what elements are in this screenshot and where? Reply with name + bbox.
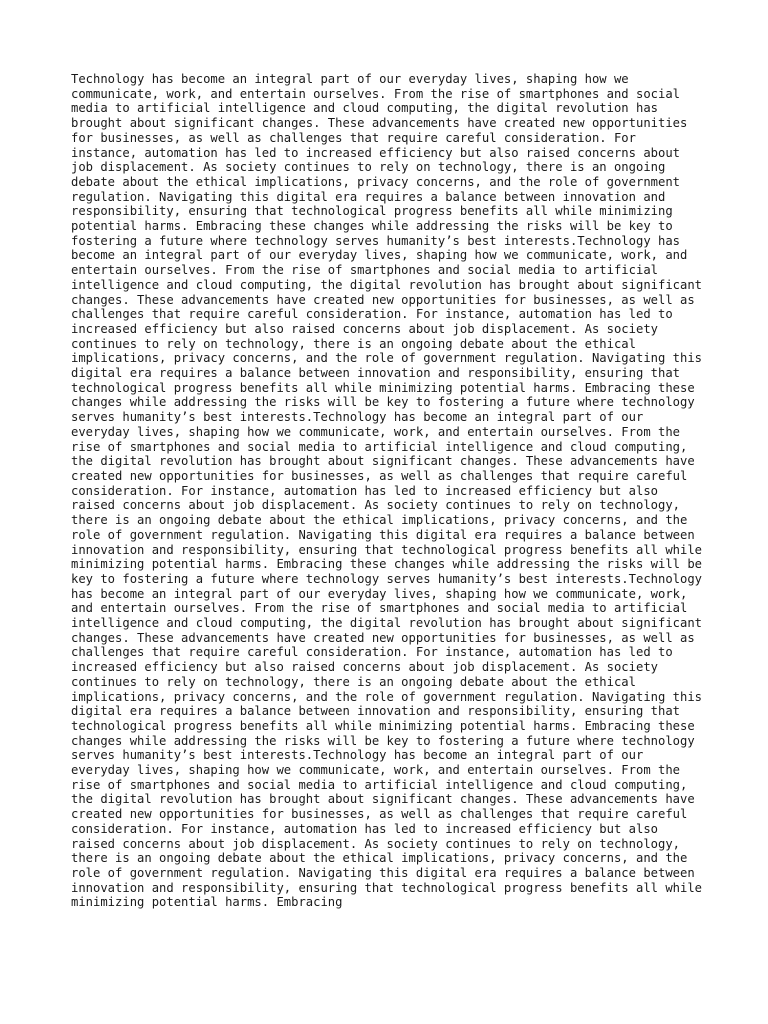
body-paragraph: Technology has become an integral part of our everyday lives, shaping how we communicate, work, and entertain ourselves. From the rise of smartphones and social media to artificial intelligence and cloud computing, the digital revolution has brought about significant changes. These advancements have created new opportunities for businesses, as well as challenges that require careful consideration. For instance, automation has led to increased efficiency but also raised concerns about job displacement. As society continues to rely on technology, there is an ongoing debate about the ethical implications, privacy concerns, and the role of government regulation. Navigating this digital era requires a balance between innovation and responsibility, ensuring that technological progress benefits all while minimizing potential harms. Embracing these changes while addressing the risks will be key to fostering a future where technology serves humanity’s best interests.Technology has become an integral part of our everyday lives, shaping how we communicate, work, and entertain ourselves. From the rise of smartphones and social media to artificial intelligence and cloud computing, the digital revolution has brought about significant changes. These advancements have created new opportunities for businesses, as well as challenges that require careful consideration. For instance, automation has led to increased efficiency but also raised concerns about job displacement. As society continues to rely on technology, there is an ongoing debate about the ethical implications, privacy concerns, and the role of government regulation. Navigating this digital era requires a balance between innovation and responsibility, ensuring that technological progress benefits all while minimizing potential harms. Embracing these changes while addressing the risks will be key to fostering a future where technology serves humanity’s best interests.Technology has become an integral part of our everyday lives, shaping how we communicate, work, and entertain ourselves. From the rise of smartphones and social media to artificial intelligence and cloud computing, the digital revolution has brought about significant changes. These advancements have created new opportunities for businesses, as well as challenges that require careful consideration. For instance, automation has led to increased efficiency but also raised concerns about job displacement. As society continues to rely on technology, there is an ongoing debate about the ethical implications, privacy concerns, and the role of government regulation. Navigating this digital era requires a balance between innovation and responsibility, ensuring that technological progress benefits all while minimizing potential harms. Embracing these changes while addressing the risks will be key to fostering a future where technology serves humanity’s best interests.Technology has become an integral part of our everyday lives, shaping how we communicate, work, and entertain ourselves. From the rise of smartphones and social media to artificial intelligence and cloud computing, the digital revolution has brought about significant changes. These advancements have created new opportunities for businesses, as well as challenges that require careful consideration. For instance, automation has led to increased efficiency but also raised concerns about job displacement. As society continues to rely on technology, there is an ongoing debate about the ethical implications, privacy concerns, and the role of government regulation. Navigating this digital era requires a balance between innovation and responsibility, ensuring that technological progress benefits all while minimizing potential harms. Embracing these changes while addressing the risks will be key to fostering a future where technology serves humanity’s best interests.Technology has become an integral part of our everyday lives, shaping how we communicate, work, and entertain ourselves. From the rise of smartphones and social media to artificial intelligence and cloud computing, the digital revolution has brought about significant changes. These advancements have created new opportunities for businesses, as well as challenges that require careful consideration. For instance, automation has led to increased efficiency but also raised concerns about job displacement. As society continues to rely on technology, there is an ongoing debate about the ethical implications, privacy concerns, and the role of government regulation. Navigating this digital era requires a balance between innovation and responsibility, ensuring that technological progress benefits all while minimizing potential harms. Embracing [71,72,710,910]
